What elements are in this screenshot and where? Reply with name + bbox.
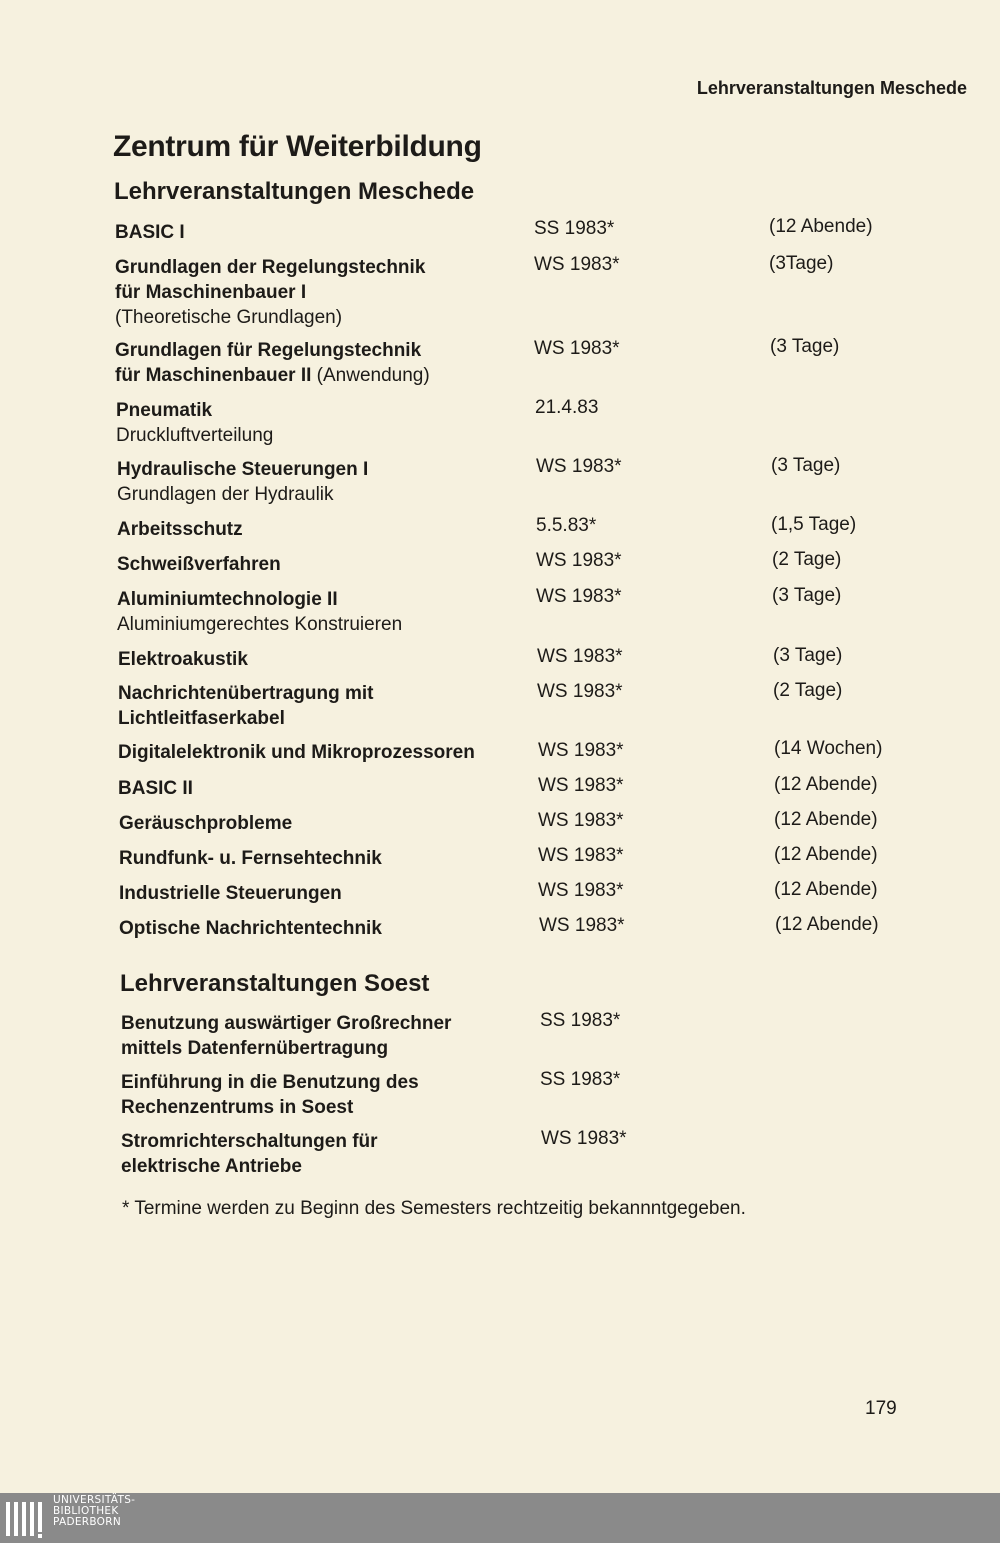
course-name-continued: für Maschinenbauer I [115, 282, 307, 303]
page-title: Zentrum für Weiterbildung [113, 130, 482, 163]
library-logo-icon [4, 1496, 50, 1540]
library-name-line: PADERBORN [53, 1516, 121, 1528]
course-duration: (1,5 Tage) [771, 514, 857, 535]
running-head: Lehrveranstaltungen Meschede [696, 78, 967, 98]
course-duration: (12 Abende) [774, 879, 878, 900]
course-name: BASIC II [118, 778, 193, 799]
course-date: WS 1983* [538, 810, 624, 831]
course-date: WS 1983* [536, 550, 622, 571]
course-subtitle: Grundlagen der Hydraulik [117, 484, 334, 505]
course-date: WS 1983* [539, 915, 625, 936]
course-name: Rundfunk- u. Fernsehtechnik [119, 848, 382, 869]
course-date: 5.5.83* [536, 515, 597, 536]
course-name: Schweißverfahren [117, 554, 281, 575]
course-date: WS 1983* [534, 254, 620, 275]
course-duration: (3 Tage) [770, 336, 840, 357]
course-date: SS 1983* [534, 218, 615, 239]
course-duration: (12 Abende) [774, 844, 878, 865]
course-date: SS 1983* [540, 1069, 621, 1090]
course-name: Geräuschprobleme [119, 813, 293, 834]
course-date: WS 1983* [537, 681, 623, 702]
course-subtitle: (Anwendung) [311, 365, 430, 386]
library-footer-bar [0, 1493, 1000, 1543]
course-name: Pneumatik [116, 400, 213, 421]
library-name-line: BIBLIOTHEK [53, 1505, 119, 1517]
course-date: WS 1983* [541, 1128, 627, 1149]
course-name: Nachrichtenübertragung mit [118, 683, 374, 704]
course-name-continued: mittels Datenfernübertragung [121, 1038, 389, 1059]
course-name: Grundlagen der Regelungstechnik [115, 257, 426, 278]
course-duration: (2 Tage) [773, 680, 843, 701]
course-name-continued: Lichtleitfaserkabel [118, 708, 285, 729]
course-date: WS 1983* [538, 740, 624, 761]
course-date: WS 1983* [534, 338, 620, 359]
course-name: Stromrichterschaltungen für [121, 1131, 378, 1152]
course-date: WS 1983* [538, 880, 624, 901]
course-name: Arbeitsschutz [117, 519, 243, 540]
course-duration: (3 Tage) [773, 645, 843, 666]
library-name-line: UNIVERSITÄTS- [53, 1494, 136, 1506]
course-duration: (3 Tage) [772, 585, 842, 606]
course-date: WS 1983* [536, 586, 622, 607]
course-subtitle: Aluminiumgerechtes Konstruieren [117, 614, 403, 635]
course-duration: (3Tage) [769, 253, 834, 274]
course-duration: (2 Tage) [772, 549, 842, 570]
course-name: Industrielle Steuerungen [119, 883, 342, 904]
library-name [53, 1495, 135, 1528]
section-heading-meschede: Lehrveranstaltungen Meschede [114, 178, 475, 205]
course-name: Elektroakustik [118, 649, 248, 670]
course-name: Hydraulische Steuerungen I [117, 459, 369, 480]
footnote: * Termine werden zu Beginn des Semesters rechtzeitig bekannntgegeben. [122, 1198, 746, 1219]
course-duration: (3 Tage) [771, 455, 841, 476]
course-date: WS 1983* [536, 456, 622, 477]
course-duration: (12 Abende) [769, 216, 873, 237]
course-subtitle: (Theoretische Grundlagen) [115, 307, 343, 328]
course-duration: (12 Abende) [775, 914, 879, 935]
course-date: SS 1983* [540, 1010, 621, 1031]
course-name-continued: elektrische Antriebe [121, 1156, 302, 1177]
course-name-continued: Rechenzentrums in Soest [121, 1097, 354, 1118]
course-name: BASIC I [115, 222, 185, 243]
course-name: Benutzung auswärtiger Großrechner [121, 1013, 452, 1034]
course-duration: (12 Abende) [774, 809, 878, 830]
course-name: Grundlagen für Regelungstechnik [115, 340, 422, 361]
course-name: Einführung in die Benutzung des [121, 1072, 419, 1093]
course-name: Aluminiumtechnologie II [117, 589, 338, 610]
page-number: 179 [865, 1398, 897, 1419]
course-date: WS 1983* [538, 845, 624, 866]
course-duration: (12 Abende) [774, 774, 878, 795]
course-date: WS 1983* [538, 775, 624, 796]
course-name-continued: für Maschinenbauer II [115, 365, 312, 386]
course-name: Optische Nachrichtentechnik [119, 918, 382, 939]
course-date: WS 1983* [537, 646, 623, 667]
section-heading-soest: Lehrveranstaltungen Soest [120, 970, 430, 997]
course-duration: (14 Wochen) [774, 738, 883, 759]
course-date: 21.4.83 [535, 397, 599, 418]
course-subtitle: Druckluftverteilung [116, 425, 274, 446]
course-name: Digitalelektronik und Mikroprozessoren [118, 742, 475, 763]
